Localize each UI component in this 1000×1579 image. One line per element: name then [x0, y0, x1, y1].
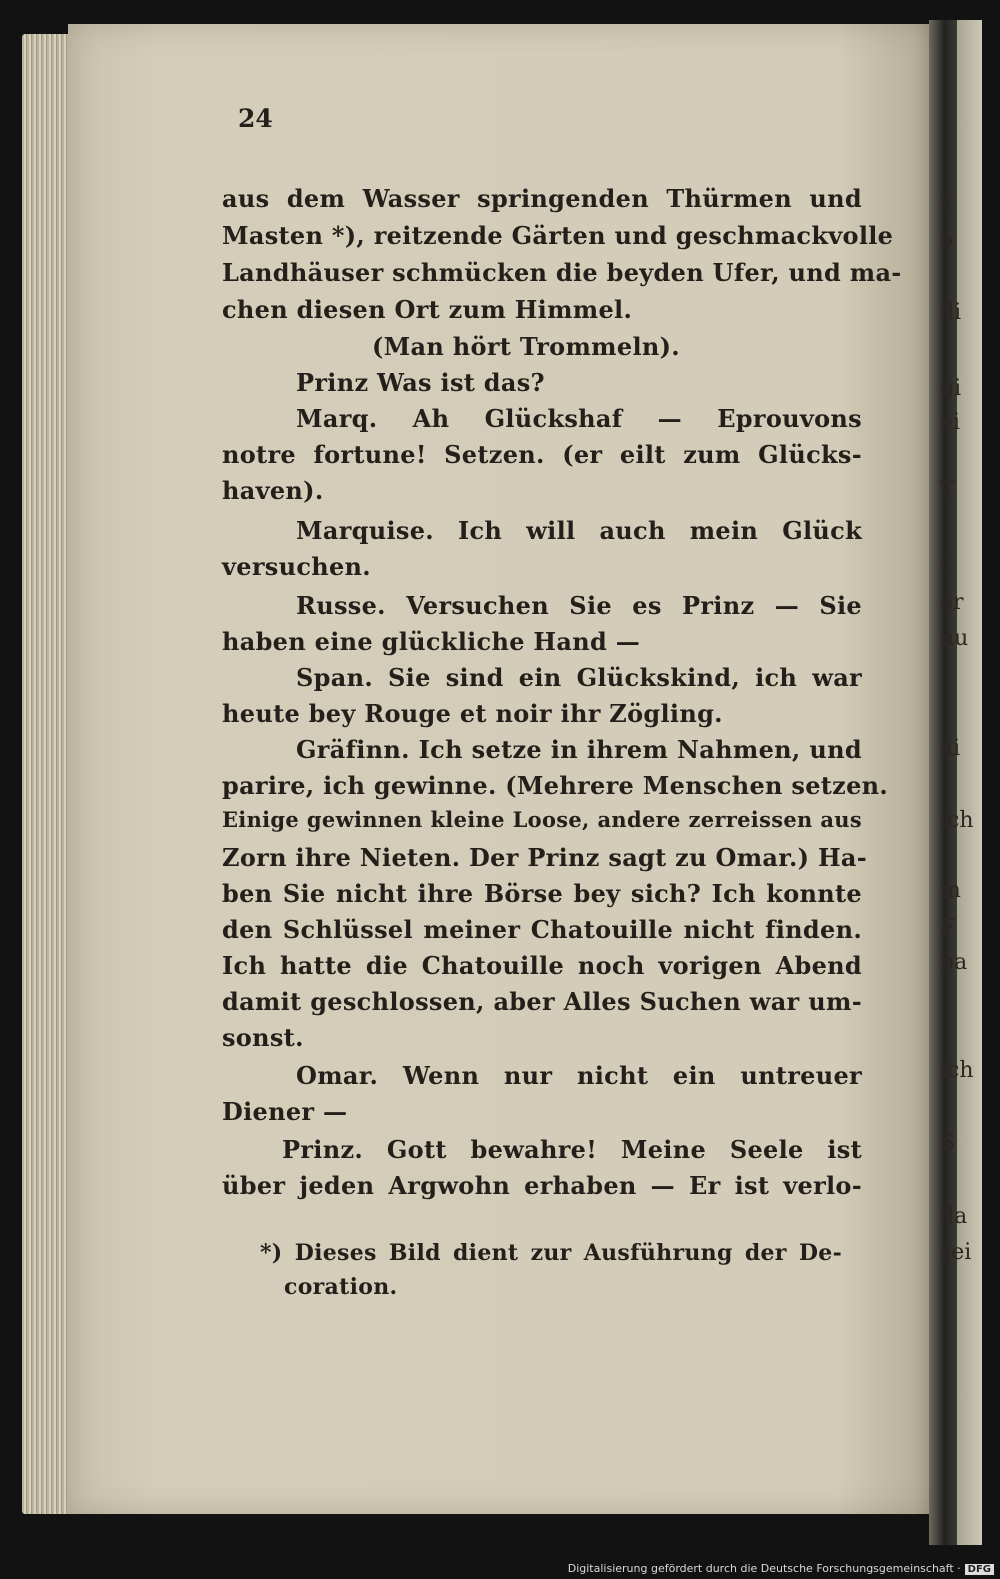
right-fragment: ei [940, 410, 961, 435]
right-fragment: ich [940, 1058, 974, 1083]
footnote-line: coration. [284, 1274, 398, 1300]
right-fragment: nu [940, 626, 969, 651]
text-line: parire, ich gewinne. (Mehrere Menschen setzen. [222, 771, 889, 800]
text-line: Diener — [222, 1097, 348, 1126]
right-fragment: T [940, 478, 955, 503]
text-line: notre fortune! Setzen. (er eilt zum Glücks- [222, 440, 862, 469]
text-line: sonst. [222, 1023, 304, 1052]
credit-text: Digitalisierung gefördert durch die Deutsche Forschungsgemeinschaft · [567, 1562, 961, 1575]
text-line: heute bey Rouge et noir ihr Zögling. [222, 699, 723, 728]
right-fragment: m [940, 878, 961, 903]
right-fragment: r [940, 190, 951, 215]
right-page-text [940, 0, 1000, 1525]
text-line: Landhäuser schmücken die beyden Ufer, und ma- [222, 258, 902, 287]
text-line: den Schlüssel meiner Chatouille nicht finden. [222, 915, 862, 944]
text-line: Omar. Wenn nur nicht ein untreuer [296, 1061, 862, 1090]
page-edges [22, 34, 68, 1514]
text-line: Marquise. Ich will auch mein Glück [296, 516, 862, 545]
text-line: Gräfinn. Ich setze in ihrem Nahmen, und [296, 735, 862, 764]
text-line: ben Sie nicht ihre Börse bey sich? Ich konnte [222, 879, 862, 908]
stage-direction: (Man hört Trommeln). [372, 332, 680, 361]
text-line: Prinz. Gott bewahre! Meine Seele ist [282, 1135, 862, 1164]
text-line: Zorn ihre Nieten. Der Prinz sagt zu Omar.) Ha- [222, 843, 868, 872]
dfg-logo: DFG [965, 1564, 994, 1575]
text-line: Ich hatte die Chatouille noch vorigen Abend [222, 951, 862, 980]
text-line: über jeden Argwohn erhaben — Er ist verlo- [222, 1171, 862, 1200]
text-line: damit geschlossen, aber Alles Suchen war um- [222, 987, 862, 1016]
right-fragment: ( [940, 552, 949, 577]
text-line: Marq. Ah Glückshaf — Eprouvons [296, 404, 862, 433]
text-line: aus dem Wasser springenden Thürmen und [222, 184, 862, 213]
text-line: Einige gewinnen kleine Loose, andere zerreissen aus [222, 807, 862, 832]
right-fragment: sei [940, 1240, 972, 1265]
right-fragment: S [940, 1130, 956, 1155]
right-fragment: er [940, 590, 964, 615]
right-fragment: di [940, 300, 962, 325]
text-line: haven). [222, 476, 324, 505]
page-number: 24 [238, 104, 273, 133]
text-line: versuchen. [222, 552, 371, 581]
text-line: Prinz Was ist das? [296, 368, 545, 397]
text-line: Russe. Versuchen Sie es Prinz — Sie [296, 591, 862, 620]
footnote-line: *) Dieses Bild dient zur Ausführung der De- [260, 1240, 842, 1266]
text-line: chen diesen Ort zum Himmel. [222, 295, 633, 324]
text-line: Masten *), reitzende Gärten und geschmackvolle [222, 221, 894, 250]
digitization-credit [568, 1562, 994, 1575]
right-fragment: ai [940, 736, 961, 761]
text-line: Span. Sie sind ein Glückskind, ich war [296, 663, 862, 692]
text-line: haben eine glückliche Hand — [222, 627, 641, 656]
right-fragment: F [940, 916, 956, 941]
right-fragment: ich [940, 808, 974, 833]
right-fragment: ba [940, 950, 968, 975]
right-fragment: gi [940, 376, 962, 401]
right-fragment: o [940, 228, 954, 253]
right-fragment: da [940, 1204, 968, 1229]
